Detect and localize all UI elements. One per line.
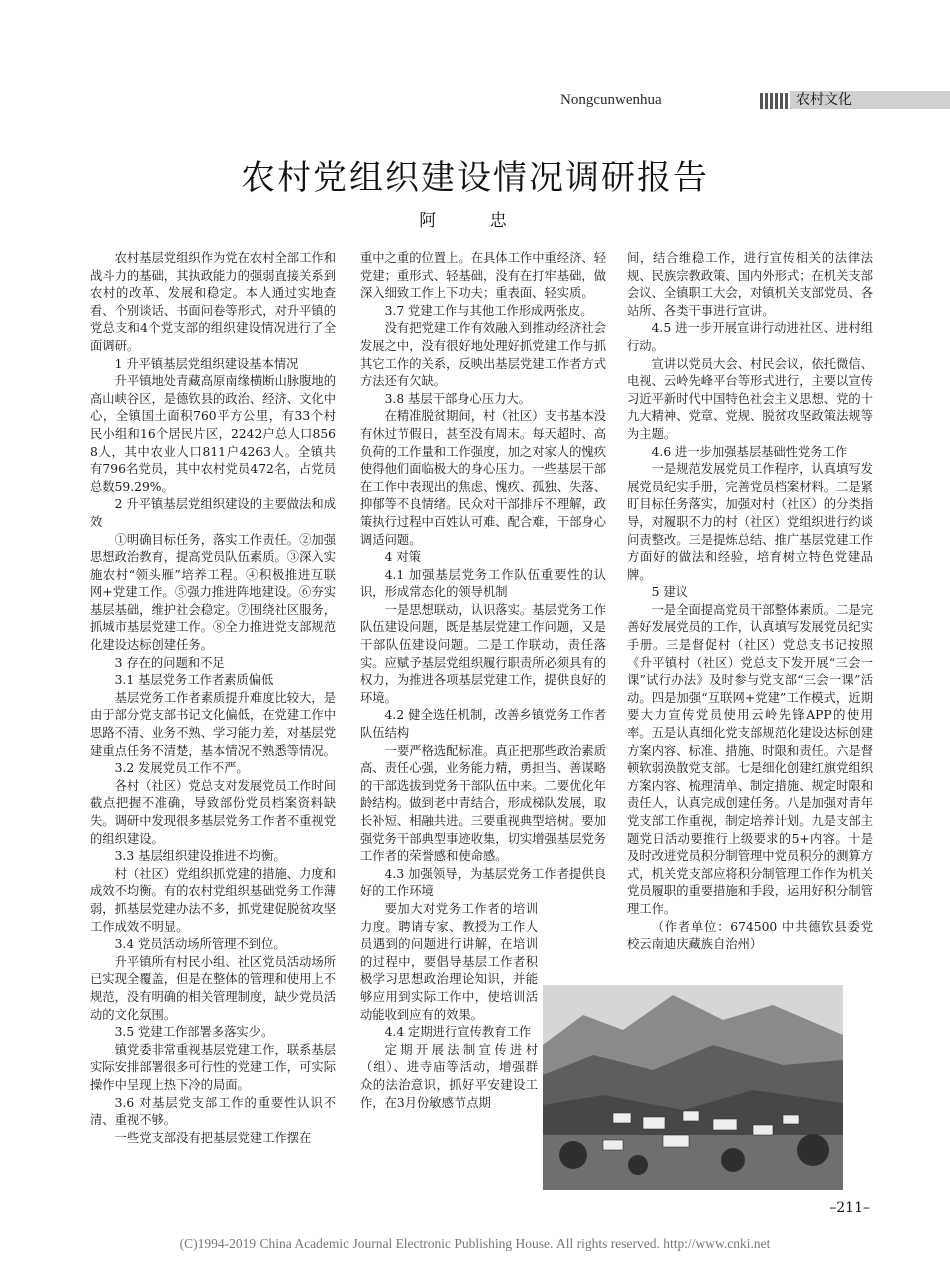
paragraph: 宣讲以党员大会、村民会议，依托微信、电视、云岭先峰平台等形式进行，主要以宣传习近平新时代中国特色社会主义思想、党的十九大精神、党章、党规、脱贫攻坚政策法规等为主题。 [627,356,873,441]
paragraph: 村（社区）党组织抓党建的措施、力度和成效不均衡。有的农村党组织基础党务工作薄弱，抓基层党建办法不多，抓党建促脱贫攻坚工作成效不明显。 [90,866,336,934]
subsection-heading: 3.2 发展党员工作不严。 [114,761,249,776]
subsection-heading: 4.6 进一步加强基层基础性党务工作 [651,444,848,459]
copyright-footer: (C)1994-2019 China Academic Journal Electronic Publishing House. All rights reserved. http://www.cnki.net [179,1236,771,1251]
paragraph: 定期开展法制宣传进村（组）、进寺庙等活动，增强群众的法治意识，抓好平安建设工作，在3月份敏感节点期 [360,1042,538,1110]
subsection-heading: 3.8 基层干部身心压力大。 [384,391,532,406]
subsection-heading: 3.5 党建工作部署多落实少。 [114,1025,274,1040]
text-column-3 [627,250,873,954]
paragraph: 一要严格选配标准。真正把那些政治素质高、责任心强，业务能力精，勇担当、善谋略的干部选拔到党务干部队伍中来。二要优化年龄结构。做到老中青结合，形成梯队发展，取长补短、相融共进。三要重视典型培树。要加强党务干部典型事迹收集，切实增强基层党务工作者的荣誉感和使命感。 [360,743,606,864]
paragraph: 没有把党建工作有效融入到推动经济社会发展之中，没有很好地处理好抓党建工作与抓其它工作的关系，反映出基层党建工作者方式方法还有欠缺。 [360,321,606,389]
paragraph: 一些党支部没有把基层党建工作摆在 [114,1130,312,1145]
author-affiliation: （作者单位：674500 中共德钦县委党校云南迪庆藏族自治州） [627,919,873,952]
subsection-heading: 3.7 党建工作与其他工作形成两张皮。 [384,303,593,318]
journal-name-cn: 农村文化 [790,91,950,109]
section-heading: 5 建议 [651,585,688,600]
paragraph: 各村（社区）党总支对发展党员工作时间截点把握不准确，导致部份党员档案资料缺失。调研中发现很多基层党务工作者不重视党的组织建设。 [90,778,336,846]
subsection-heading: 4.3 加强领导，为基层党务工作者提供良好的工作环境 [360,866,606,899]
paragraph: 镇党委非常重视基层党建工作，联系基层实际安排部署很多可行性的党建工作，可实际操作中呈现上热下冷的局面。 [90,1042,336,1092]
section-heading: 1 升平镇基层党组织建设基本情况 [114,356,299,371]
section-heading: 4 对策 [384,550,421,565]
article-title: 农村党组织建设情况调研报告 [241,158,709,198]
section-heading: 2 升平镇基层党组织建设的主要做法和成效 [90,497,336,529]
paragraph: 要加大对党务工作者的培训力度。聘请专家、教授为工作人员遇到的问题进行讲解，在培训的过程中，要倡导基层工作者积极学习思想政治理论知识，并能够应用到实际工作中，使培训活动能收到应有的效果。 [360,901,538,1022]
text-column-2 [360,250,606,1112]
subsection-heading: 3.1 基层党务工作者素质偏低 [114,673,274,688]
paragraph: 一是全面提高党员干部整体素质。二是完善好发展党员的工作，认真填写发展党员纪实手册。三是督促村（社区）党总支书记按照《升平镇村（社区）党总支下发开展“三会一课”试行办法》及时参与党支部“三会一课”活动。四是加强“互联网+党建”工作模式，近期要大力宣传党员使用云岭先锋APP的使用率。五是认真细化党支部规范化建设达标创建方案内容、标准、措施、时限和责任。六是督顿软弱涣散党支部。七是细化创建红旗党组织方案内容、梳理清单、制定措施、规定时限和责任人，认真完成创建任务。八是加强对青年党支部工作重视，制定培养计划。九是支部主题党日活动要推行上级要求的5+内容。十是及时改进党员积分制管理中党员积分的测算方式，机关党支部应将积分制管理工作作为机关党员履职的重要措施和手段，运用好积分制管理工作。 [627,602,873,916]
paragraph: 一是思想联动，认识落实。基层党务工作队伍建设问题，既是基层党建工作问题，又是干部队伍建设问题。二是工作联动，责任落实。应赋予基层党组织履行职责所必须具有的权力，为推进各项基层党建工作，提供良好的环境。 [360,602,606,705]
paragraph: 农村基层党组织作为党在农村全部工作和战斗力的基础，其执政能力的强弱直接关系到农村的改革、发展和稳定。本人通过实地查看、个别谈话、书面问卷等形式，对升平镇的党总支和4个党支部的组织建设情况进行了全面调研。 [90,251,336,353]
paragraph: 间，结合维稳工作，进行宣传相关的法律法规、民族宗教政策、国内外形式；在机关支部会议、全镇职工大会，对镇机关支部党员、各站所、各类干事进行宣讲。 [627,251,873,318]
paragraph: 重中之重的位置上。在具体工作中重经济、轻党建；重形式、轻基础，没有在打牢基础，做深入细致工作上下功夫；重表面、轻实质。 [360,251,606,301]
subsection-heading: 4.4 定期进行宣传教育工作 [384,1025,532,1040]
subsection-heading: 4.2 健全选任机制，改善乡镇党务工作者队伍结构 [360,708,606,741]
subsection-heading: 3.6 对基层党支部工作的重要性认识不清、重视不够。 [90,1095,336,1128]
paragraph: 基层党务工作者素质提升难度比较大，是由于部分党支部书记文化偏低，在党建工作中思路不清、业务不熟、学习能力差，对基层党建重点任务不清楚，基本情况不熟悉等情况。 [90,690,336,758]
text-column-1 [90,250,336,1147]
subsection-heading: 4.5 进一步开展宣讲行动进社区、进村组行动。 [627,321,873,353]
subsection-heading: 3.3 基层组织建设推进不均衡。 [114,849,286,864]
section-heading: 3 存在的问题和不足 [114,655,225,670]
article-author: 阿 忠 [419,211,531,231]
paragraph: 在精准脱贫期间，村（社区）支书基本没有休过节假日，甚至没有周末。每天超时、高负荷的工作量和工作强度，加之对家人的愧疚使得他们面临极大的身心压力。一些基层干部在工作中表现出的焦虑、愧疚、孤独、失落、抑郁等不良情绪。民众对干部排斥不理解，政策执行过程中百姓认可难、配合难，干部身心调适问题。 [360,409,606,547]
paragraph: ①明确目标任务，落实工作责任。②加强思想政治教育，提高党员队伍素质。③深入实施农村“领头雁”培养工程。④积极推进互联网+党建工作。⑤强力推进阵地建设。⑥夯实基层基础，维护社会稳定。⑦围绕社区服务，抓城市基层党建工作。⑧全力推进党支部规范化建设达标创建任务。 [90,532,336,653]
paragraph: 一是规范发展党员工作程序，认真填写发展党员纪实手册，完善党员档案材料。二是紧盯目标任务落实，加强对村（社区）的分类指导，对履职不力的村（社区）党组织进行约谈问责整改。三是提炼总结、推广基层党建工作方面好的做法和经验，培育树立特色党建品牌。 [627,462,873,582]
subsection-heading: 3.4 党员活动场所管理不到位。 [114,937,286,952]
village-landscape-photo [543,985,843,1190]
journal-name-en: Nongcunwenhua [560,92,662,108]
paragraph: 升平镇地处青藏高原南缘横断山脉腹地的高山峡谷区，是德钦县的政治、经济、文化中心，全镇国土面积760平方公里，有33个村民小组和16个居民片区，2242户总人口8568人，其中农业人口811户4263人。全镇共有796名党员，其中农村党员472名，占党员总数59.29%。 [90,374,336,494]
subsection-heading: 4.1 加强基层党务工作队伍重要性的认识，形成常态化的领导机制 [360,567,606,600]
page-number: –211– [829,1200,870,1216]
paragraph: 升平镇所有村民小组、社区党员活动场所已实现全覆盖，但是在整体的管理和使用上不规范，没有明确的相关管理制度，缺少党员活动的文化氛围。 [90,954,336,1022]
